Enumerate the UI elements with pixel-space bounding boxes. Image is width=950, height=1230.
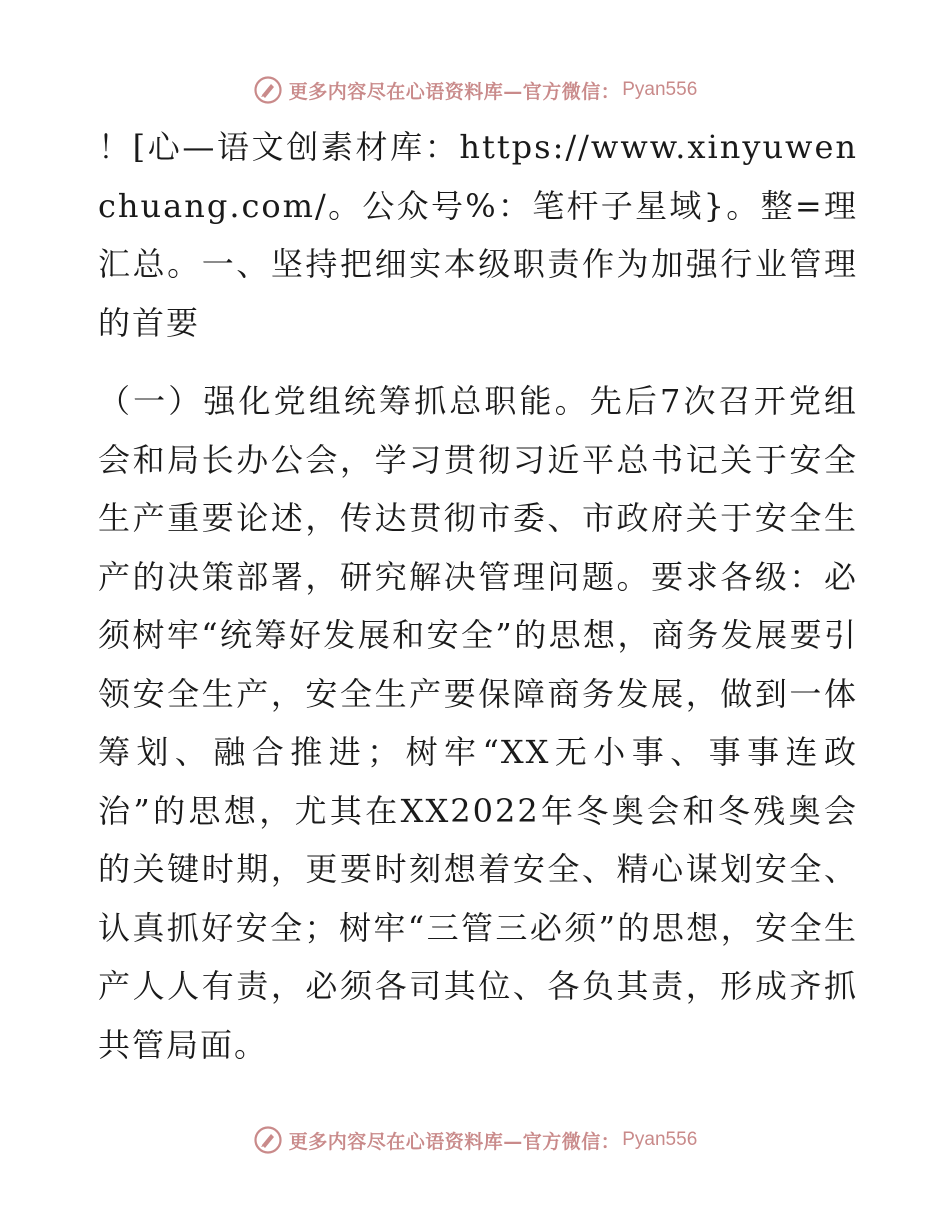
watermark-text: 更多内容尽在心语资料库—官方微信： [288, 80, 621, 103]
document-body [98, 118, 858, 1074]
brand-logo-icon [253, 1125, 283, 1155]
paragraph-section-1: （一）强化党组统筹抓总职能。先后7次召开党组会和局长办公会，学习贯彻习近平总书记关于安全生产重要论述，传达贯彻市委、市政府关于安全生产的决策部署，研究解决管理问题。要求各级：必须树牢“统筹好发展和安全”的思想，商务发展要引领安全生产，安全生产要保障商务发展，做到一体筹划、融合推进；树牢“XX无小事、事事连政治”的思想，尤其在XX2022年冬奥会和冬残奥会的关键时期，更要时刻想着安全、精心谋划安全、认真抓好安全；树牢“三管三必须”的思想，安全生产人人有责，必须各司其位、各负其责，形成齐抓共管局面。 [98, 382, 858, 1064]
header-watermark [0, 70, 950, 110]
footer-watermark [0, 1120, 950, 1160]
paragraph-intro: ！[心—语文创素材库：https://www.xinyuwenchuang.com/。公众号%：笔杆子星域}。整=理汇总。一、坚持把细实本级职责作为加强行业管理的首要 [98, 128, 858, 342]
watermark-handle: Pyan556 [622, 1129, 698, 1150]
brand-logo-icon [253, 75, 283, 105]
watermark-text: 更多内容尽在心语资料库—官方微信： [288, 1130, 621, 1153]
watermark-handle: Pyan556 [622, 79, 698, 100]
